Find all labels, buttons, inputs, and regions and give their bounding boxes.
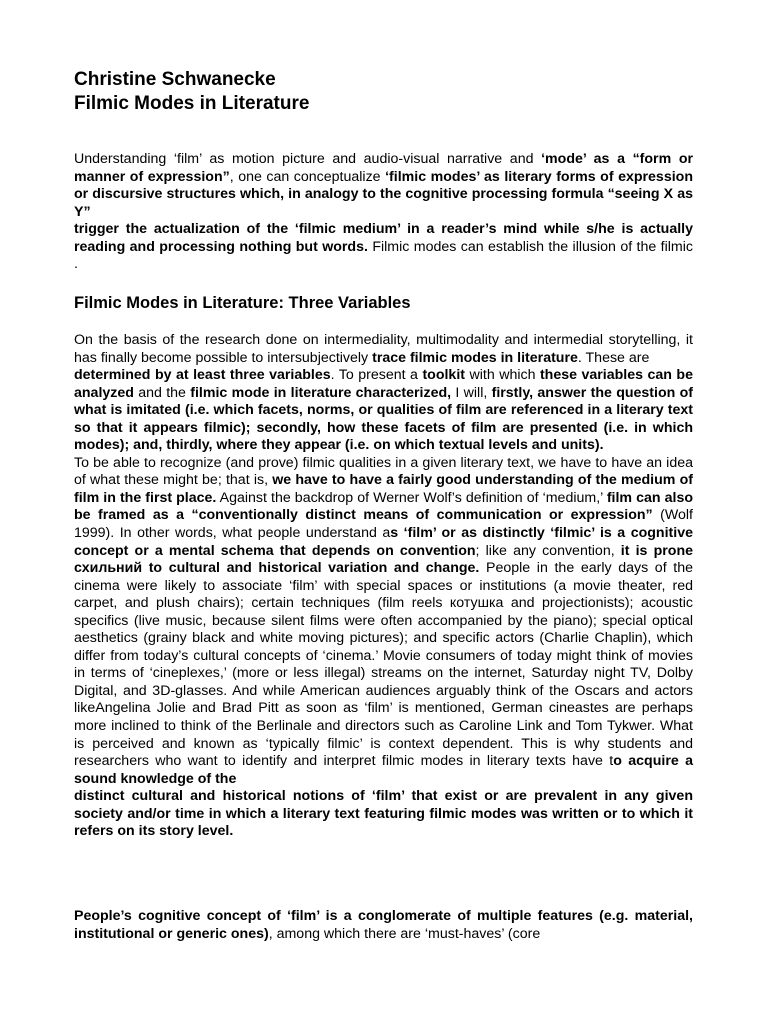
bold-text-run: trigger the actualization of the ‘filmic medium’ in a reader’s mind while s/he is actually reading and processing nothing but words. (74, 221, 693, 255)
text-run: Understanding ‘film’ as motion picture and audio-visual narrative and (74, 151, 542, 167)
text-run: (Wolf 1999). In other words, what people understand a (74, 507, 693, 542)
body-paragraph (74, 332, 693, 841)
intro-paragraph (74, 151, 693, 274)
bold-text-run: ‘filmic modes’ as literary forms of expression or discursive structures which, in analogy to the cognitive processing formula “seeing X as Y” (74, 168, 693, 220)
text-run: Against the backdrop of Werner Wolf’s definition of ‘medium,’ (216, 489, 607, 506)
closing-paragraph (74, 908, 693, 943)
text-run: To be able to recognize (and prove) filmic qualities in a given literary text, we have to have an idea of what these might be; that is, (74, 454, 693, 489)
text-run: ; like any convention, (475, 542, 621, 559)
author-name: Christine Schwanecke (74, 69, 276, 90)
text-run: . To present a (330, 367, 423, 384)
bold-text-run: trace filmic modes in literature (372, 349, 578, 366)
bold-text-run: determined by at least three variables (74, 367, 331, 384)
text-run: with which (465, 367, 540, 384)
bold-text-run: o acquire a sound knowledge of the (74, 753, 693, 787)
bold-text-run: People’s cognitive concept of ‘film’ is a conglomerate of multiple features (e.g. material, institutional or generic ones) (74, 908, 693, 942)
text-run: I will, (451, 384, 492, 401)
title-block (74, 68, 694, 116)
bold-text-run: we have to have a fairly good understanding of the medium of film in the first place. (74, 472, 693, 506)
bold-text-run: distinct cultural and historical notions of ‘film’ that exist or are prevalent in any given society and/or time in which a literary text featuring filmic modes was written or to which it refers on its story level. (74, 788, 693, 840)
text-run: Filmic modes can establish the illusion of the filmic . (74, 238, 693, 273)
bold-text-run: filmic mode in literature characterized, (190, 384, 452, 401)
section-heading: Filmic Modes in Literature: Three Variables (74, 294, 411, 312)
text-run: . These are (577, 349, 650, 366)
text-run: , among which there are ‘must-haves’ (core (268, 925, 541, 942)
text-run: On the basis of the research done on intermediality, multimodality and intermedial storytelling, it has finally become possible to intersubjectively (74, 332, 693, 366)
bold-text-run: these variables can be analyzed (74, 367, 693, 401)
document-title: Filmic Modes in Literature (74, 93, 310, 114)
bold-text-run: firstly, answer the question of what is imitated (i.e. which facets, norms, or qualities of film are referenced in a literary text so that it appears filmic); secondly, how these facets of film are presented (i.e. in which modes); and, thirdly, where they appear (i.e. on which textual levels and units). (74, 384, 693, 454)
text-run: People in the early days of the cinema were likely to associate ‘film’ with special spaces or institutions (a movie theater, red carpet, and plush chairs); certain techniques (film reels котушка and projectionists); acoustic specifics (live music, because silent films were often accompanied by the piano); special optical aesthetics (grainy black and white moving pictures); and specific actors (Charlie Chaplin), which differ from today’s cultural concepts of ‘cinema.’ Movie consumers of today might think of movies in terms of ‘cineplexes,’ (more or less illegal) streams on the internet, Saturday night TV, Dolby Digital, and 3D-glasses. And while American audiences arguably think of the Oscars and actors likeAngelina Jolie and Brad Pitt as soon as ‘film’ is mentioned, German cineastes are perhaps more inclined to think of the Berlinale and directors such as Caroline Link and Tom Tykwer. What is perceived and known as ‘typically filmic’ is context dependent. This is why students and researchers who want to identify and interpret filmic modes in literary texts have t (74, 560, 693, 770)
bold-text-run: film can also be framed as a “conventionally distinct means of communication or expression” (74, 489, 694, 524)
bold-text-run: ‘mode’ as a “form or manner of expression” (74, 151, 694, 185)
bold-text-run: s ‘film’ or as distinctly ‘filmic’ is a cognitive concept or a mental schema that depends on convention (74, 525, 693, 559)
bold-text-run: it is prone схильний to cultural and historical variation and change. (74, 542, 693, 577)
text-run: and the (133, 384, 191, 401)
text-run: , one can conceptualize (229, 168, 386, 185)
bold-text-run: toolkit (422, 367, 465, 384)
